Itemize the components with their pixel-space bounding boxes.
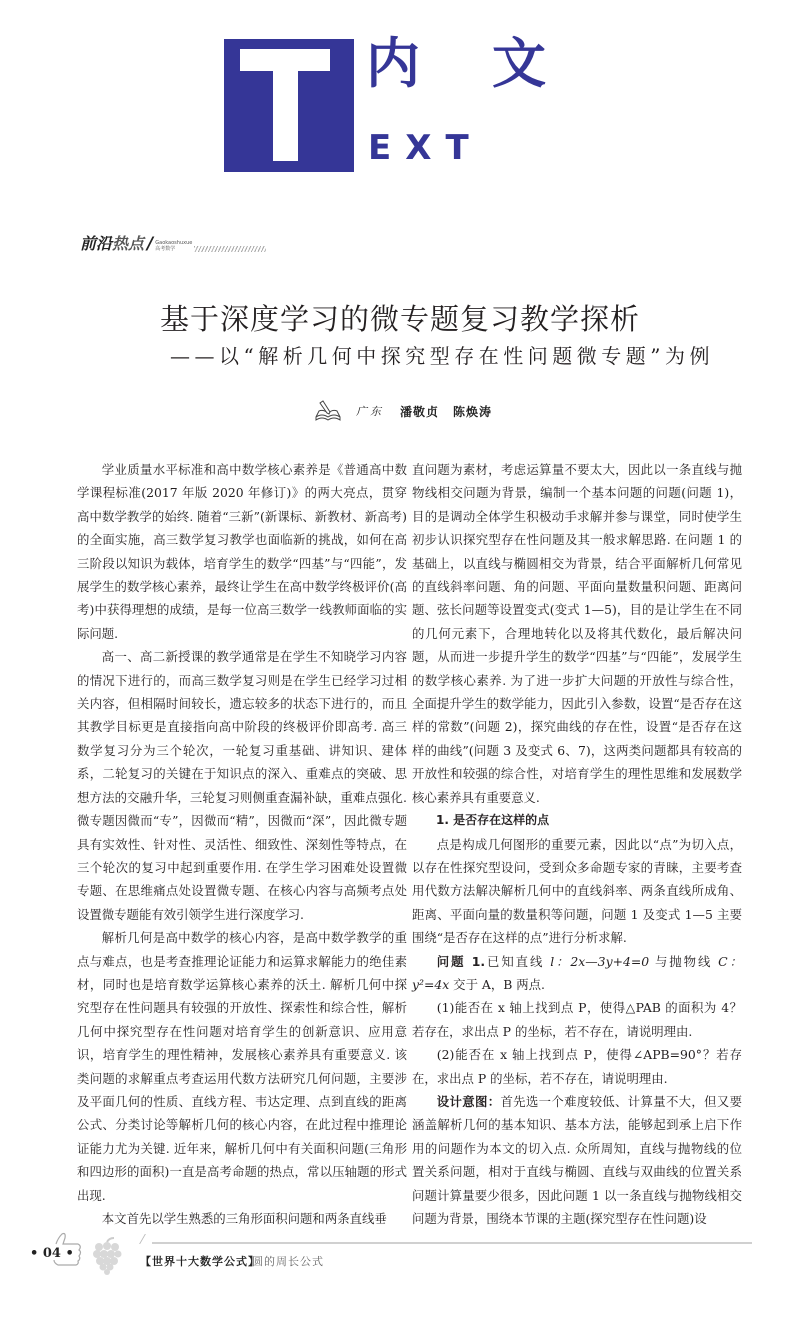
byline bbox=[314, 400, 506, 422]
article-title: 基于深度学习的微专题复习教学探析 bbox=[159, 302, 640, 336]
section-tag bbox=[80, 230, 266, 254]
body-column-right bbox=[412, 458, 742, 1230]
body-paragraph: 学业质量水平标准和高中数学核心素养是《普通高中数学课程标准(2017 年版 2020 年修订)》的两大亮点，贯穿高中数学教学的始终. 随着“三新”(新课标、新教材、新高考)的全面实施，高三数学复习教学也面临新的挑战，如何在高三阶段以知识为载体，培育学生的数学“四基”与“四能”，发展学生的数学核心素养，最终让学生在高中数学终极评价(高考)中获得理想的成绩，是每一位高三数学一线教师面临的实际问题. bbox=[77, 462, 407, 641]
parabola-equation: C：y²=4x bbox=[412, 953, 742, 992]
section-tag-label-light: 热点 bbox=[112, 234, 145, 253]
body-paragraph-continued: 直问题为素材，考虑运算量不要太大，因此以一条直线与抛物线相交问题为背景，编制一个基本问题的问题(问题 1)，目的是调动全体学生积极动手求解并参与课堂，同时使学生初步认识探究型存在性问题及其一般求解思路. 在问题 1 的基础上，以直线与椭圆相交为背景，结合平面解析几何常见的直线斜率问题、角的问题、平面向量数量积问题、距离问题、弦长问题等设置变式(变式 1—5)，目的是让学生在不同的几何元素下，合理地转化以及将其代数化，最后解决问题，从而进一步提升学生的数学“四基”与“四能”，发展学生的数学核心素养. 为了进一步扩大问题的开放性与综合性，全面提升学生的数学能力，因此引入参数，设置“是否存在这样的常数”(问题 2)，探究曲线的存在性，设置“是否存在这样的曲线”(问题 3 及变式 6、7)，这两类问题都具有较高的开放性和较强的综合性，对培育学生的理性思维和发展数学核心素养具有重要意义. bbox=[412, 462, 742, 805]
logo-ext-text: EXT bbox=[368, 128, 483, 168]
article-subtitle: ——以“解析几何中探究型存在性问题微专题”为例 bbox=[170, 344, 714, 368]
author-name: 陈焕涛 bbox=[453, 404, 493, 419]
problem-1-label: 问题 1. bbox=[436, 953, 486, 969]
logo-cn-char-2: 文 bbox=[492, 32, 546, 95]
problem-1-text: 交于 A，B 两点. bbox=[449, 976, 545, 992]
line-equation: l：2x—3y+4=0 bbox=[550, 953, 650, 969]
grape-icon bbox=[92, 1236, 122, 1276]
body-paragraph: 解析几何是高中数学的核心内容，是高中数学教学的重点与难点，也是考查推理论证能力和运算求解能力的绝佳素材，同时也是培育数学运算核心素养的沃土. 解析几何中探究型存在性问题具有较强的开放性、探索性和综合性，解析几何中探究型存在性问题对培育学生的创新意识、应用意识，培育学生的理性精神，发展核心素养具有重要意义. 该类问题的求解重点考查运用代数方法研究几何问题，主要涉及平面几何的性质、直线方程、韦达定理、点到直线的距离公式、分类讨论等解析几何的核心内容，在此过程中推理论证能力尤为关键. 近年来，解析几何中有关面积问题(三角形和四边形的面积)一直是高考命题的热点，常以压轴题的形式出现. bbox=[77, 930, 407, 1203]
body-column-left bbox=[77, 458, 407, 1230]
author-name: 潘敬贞 bbox=[400, 404, 440, 419]
logo-letter-t-bar bbox=[240, 49, 330, 71]
page-number-value: 04 bbox=[42, 1246, 61, 1261]
section-tag-label bbox=[80, 231, 144, 254]
thumbs-up-icon bbox=[48, 1230, 88, 1272]
problem-1-text: 与抛物线 bbox=[649, 953, 719, 969]
page-number: • 04 • bbox=[30, 1246, 74, 1261]
footer-series-title: 【世界十大数学公式】 bbox=[140, 1255, 260, 1268]
section-tag-sub-cn: 高考数学 bbox=[155, 246, 176, 252]
section-tag-label-bold: 前沿 bbox=[80, 234, 113, 253]
design-intent-text: 首先选一个难度较低、计算量不大，但又要涵盖解析几何的基本知识、基本方法，能够起到承上启下作用的问题作为本文的切入点. 众所周知，直线与抛物线的位置关系问题，相对于直线与椭圆、直线与双曲线的位置关系问题计算量要少很多，因此问题 1 以一条直线与抛物线相交问题为背景，围绕本节课的主题(探究型存在性问题)设 bbox=[412, 1093, 743, 1226]
section-tag-hatch-decoration bbox=[194, 246, 266, 252]
section-tag-slash: / bbox=[147, 234, 154, 254]
section-heading: 1. 是否存在这样的点 bbox=[436, 813, 550, 828]
body-paragraph: 点是构成几何图形的重要元素，因此以“点”为切入点，以存在性探究型设问，受到众多命题专家的青睐，主要考查用代数方法解决解析几何中的直线斜率、两条直线所成角、距离、平面向量的数量积等问题，问题 1 及变式 1—5 主要围绕“是否存在这样的点”进行分析求解. bbox=[412, 836, 742, 946]
body-paragraph: 高一、高二新授课的教学通常是在学生不知晓学习内容的情况下进行的，而高三数学复习则是在学生已经学习过相关内容，但相隔时间较长，遗忘较多的状态下进行的，而且其教学目标更是直接指向高中阶段的终极评价即高考. 高三数学复习分为三个轮次，一轮复习重基础、讲知识、建体系，二轮复习的关键在于知识点的深入、重难点的突破、思想方法的交融升华，三轮复习则侧重查漏补缺，重难点强化. 微专题因微而“专”，因微而“精”，因微而“深”，因此微专题具有实效性、针对性、灵活性、细致性、深刻性等特点，在三个轮次的复习中起到重要作用. 在学生学习困难处设置微专题、在思维痛点处设置微专题、在核心内容与高频考点处设置微专题能有效引领学生进行深度学习. bbox=[77, 649, 407, 922]
section-tag-pinyin: Gaokaoshuxue bbox=[155, 240, 193, 246]
design-intent bbox=[412, 1090, 742, 1230]
footer-series-topic: 圆的周长公式 bbox=[252, 1255, 324, 1268]
book-pen-icon bbox=[314, 400, 342, 422]
body-paragraph: 本文首先以学生熟悉的三角形面积问题和两条直线垂 bbox=[101, 1211, 387, 1226]
section-tag-sub bbox=[155, 240, 192, 252]
problem-1-part-2: (2)能否在 x 轴上找到点 P，使得∠APB=90°？若存在，求出点 P 的坐标，若不存在，请说明理由. bbox=[412, 1047, 742, 1086]
problem-1-part-1: (1)能否在 x 轴上找到点 P，使得△PAB 的面积为 4？若存在，求出点 P 的坐标，若不存在，请说明理由. bbox=[412, 1000, 742, 1039]
journal-logo-box bbox=[224, 39, 354, 172]
author-region: 广东 bbox=[356, 405, 384, 418]
problem-1-text: 已知直线 bbox=[485, 953, 551, 969]
footer-rule bbox=[152, 1242, 752, 1244]
logo-cn-char-1: 内 bbox=[366, 32, 420, 95]
page-footer bbox=[30, 1230, 760, 1290]
design-intent-label: 设计意图： bbox=[436, 1093, 501, 1109]
logo-letter-t-stem bbox=[273, 69, 298, 161]
problem-1-stem bbox=[412, 950, 742, 997]
